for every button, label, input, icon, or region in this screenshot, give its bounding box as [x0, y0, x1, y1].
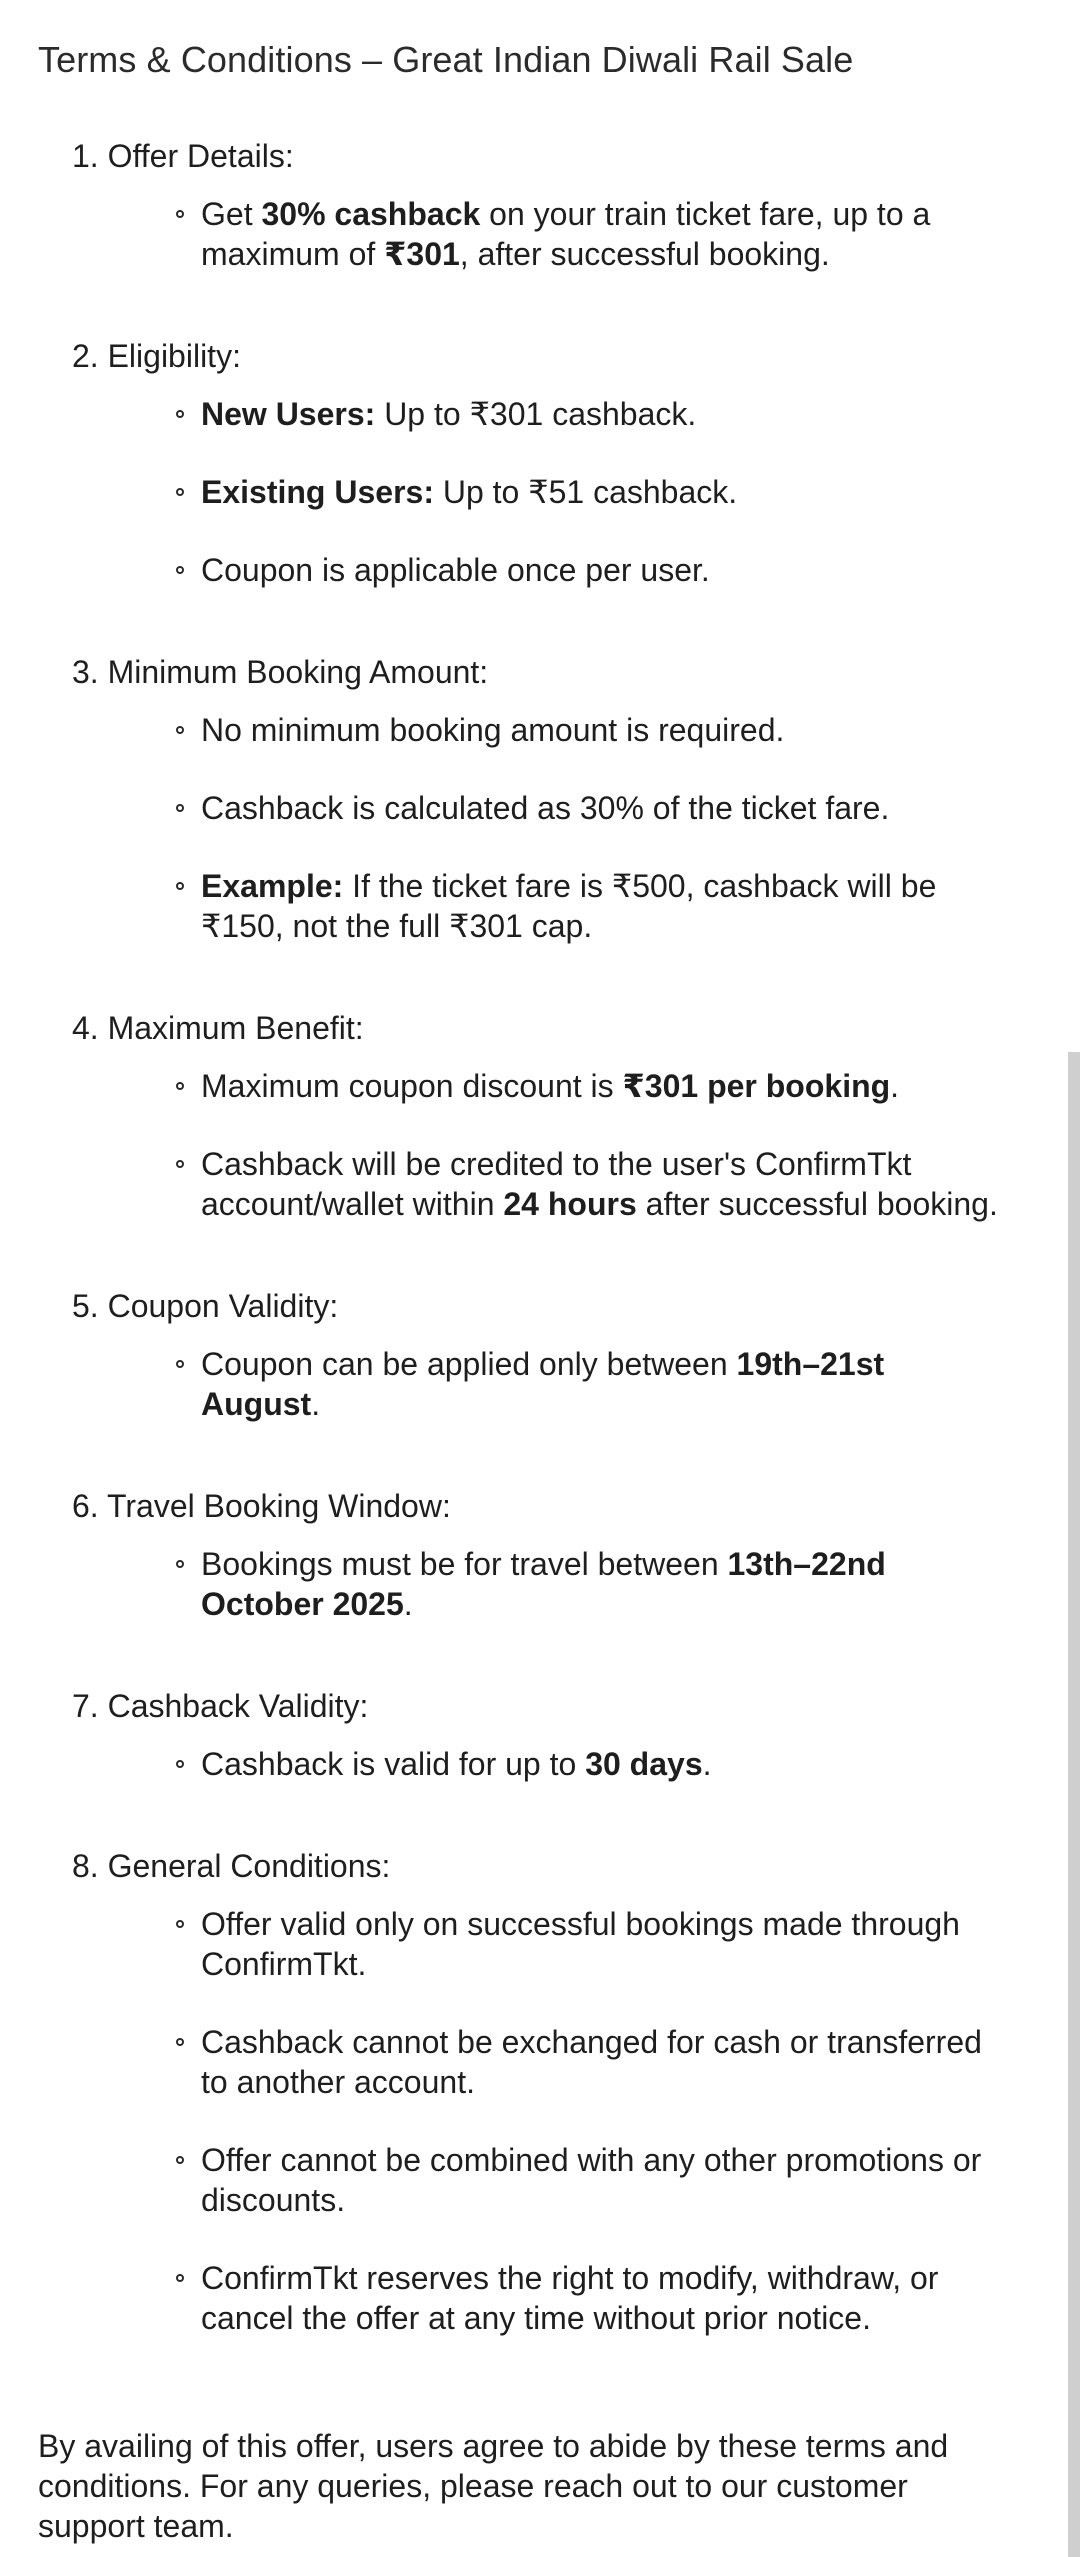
text-segment: If the ticket fare is ₹500, cashback will be ₹150, not the full ₹301 cap. — [201, 868, 937, 944]
text-segment: Coupon can be applied only between — [201, 1346, 737, 1382]
section-heading: 4. Maximum Benefit: — [72, 1010, 364, 1046]
text-segment: Up to ₹301 cashback. — [375, 396, 697, 432]
bullet-item — [201, 1904, 1042, 1984]
terms-sections-list — [38, 136, 1042, 2338]
text-segment: Maximum coupon discount is — [201, 1068, 623, 1104]
bullet-item — [201, 1344, 1042, 1424]
text-segment: Up to ₹51 cashback. — [433, 474, 738, 510]
text-segment: on your train ticket fare, up to a maximum of — [201, 196, 931, 272]
bullet-list — [38, 710, 1042, 946]
bullet-item — [201, 1744, 1042, 1784]
bullet-item — [201, 550, 1042, 590]
terms-section — [38, 1286, 1042, 1424]
footer-note: By availing of this offer, users agree to abide by these terms and conditions. For any queries, please reach out to our customer support team. — [38, 2428, 949, 2544]
bold-text: Existing Users: — [201, 474, 434, 510]
bullet-item — [201, 866, 1042, 946]
vertical-scrollbar[interactable] — [1068, 1052, 1080, 2557]
terms-section — [38, 1008, 1042, 1224]
bold-text: 30% cashback — [261, 196, 481, 232]
bullet-item — [201, 2022, 1042, 2102]
text-segment: Offer cannot be combined with any other promotions or discounts. — [201, 2142, 982, 2218]
terms-section — [38, 1846, 1042, 2338]
text-segment: Cashback is valid for up to — [201, 1746, 586, 1782]
text-segment: . — [403, 1586, 413, 1622]
bullet-item — [201, 194, 1042, 274]
bullet-item — [201, 394, 1042, 434]
bullet-item — [201, 2258, 1042, 2338]
text-segment: Coupon is applicable once per user. — [201, 552, 710, 588]
text-segment: Cashback will be credited to the user's ConfirmTkt account/wallet within — [201, 1146, 912, 1222]
bullet-list — [38, 394, 1042, 590]
bullet-list — [38, 1344, 1042, 1424]
text-segment: . — [702, 1746, 712, 1782]
bullet-item — [201, 2140, 1042, 2220]
terms-section — [38, 1686, 1042, 1784]
text-segment: No minimum booking amount is required. — [201, 712, 785, 748]
bullet-item — [201, 1544, 1042, 1624]
bold-text: ₹301 — [384, 236, 460, 272]
text-segment: . — [890, 1068, 900, 1104]
bullet-list — [38, 1744, 1042, 1784]
text-segment: Bookings must be for travel between — [201, 1546, 728, 1582]
section-heading: 5. Coupon Validity: — [72, 1288, 339, 1324]
section-heading: 8. General Conditions: — [72, 1848, 391, 1884]
bold-text: ₹301 per booking — [622, 1068, 891, 1104]
section-heading: 3. Minimum Booking Amount: — [72, 654, 489, 690]
text-segment: , after successful booking. — [459, 236, 830, 272]
bold-text: New Users: — [201, 396, 376, 432]
terms-section — [38, 652, 1042, 946]
bold-text: Example: — [201, 868, 344, 904]
bold-text: 24 hours — [503, 1186, 637, 1222]
section-heading: 2. Eligibility: — [72, 338, 241, 374]
text-segment: . — [311, 1386, 321, 1422]
terms-section — [38, 336, 1042, 590]
bold-text: 30 days — [585, 1746, 703, 1782]
bullet-list — [38, 1066, 1042, 1224]
bold-text: 13th–22nd October 2025 — [201, 1546, 886, 1622]
terms-section — [38, 1486, 1042, 1624]
section-heading: 1. Offer Details: — [72, 138, 294, 174]
terms-section — [38, 136, 1042, 274]
text-segment: Cashback cannot be exchanged for cash or transferred to another account. — [201, 2024, 982, 2100]
text-segment: ConfirmTkt reserves the right to modify, withdraw, or cancel the offer at any time without prior notice. — [201, 2260, 939, 2336]
bullet-item — [201, 788, 1042, 828]
text-segment: after successful booking. — [636, 1186, 998, 1222]
bullet-item — [201, 472, 1042, 512]
text-segment: Cashback is calculated as 30% of the ticket fare. — [201, 790, 890, 826]
text-segment: Offer valid only on successful bookings made through ConfirmTkt. — [201, 1906, 960, 1982]
bullet-item — [201, 1144, 1042, 1224]
bullet-item — [201, 710, 1042, 750]
bold-text: 19th–21st August — [201, 1346, 885, 1422]
page-title: Terms & Conditions – Great Indian Diwali Rail Sale — [38, 39, 854, 80]
section-heading: 7. Cashback Validity: — [72, 1688, 369, 1724]
section-heading: 6. Travel Booking Window: — [72, 1488, 451, 1524]
bullet-list — [38, 1904, 1042, 2338]
bullet-item — [201, 1066, 1042, 1106]
text-segment: Get — [201, 196, 262, 232]
bullet-list — [38, 1544, 1042, 1624]
bullet-list — [38, 194, 1042, 274]
